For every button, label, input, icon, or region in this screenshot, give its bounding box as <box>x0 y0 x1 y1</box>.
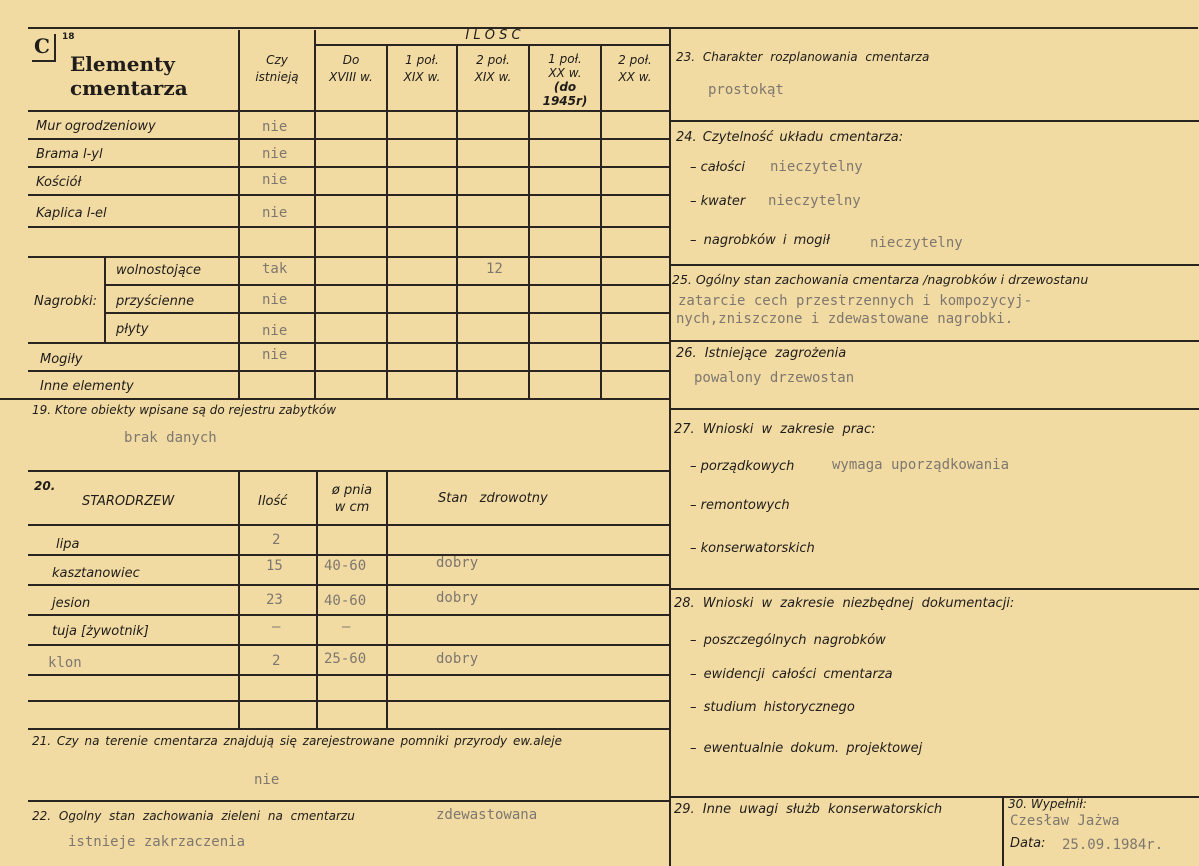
rule <box>28 166 670 168</box>
tree-dia: – <box>342 619 351 635</box>
tree-dia: 40-60 <box>324 593 367 609</box>
tree-name: tuja [żywotnik] <box>52 624 149 639</box>
q26-label: 26. Istniejące zagrożenia <box>676 346 847 361</box>
q24-label: 24. Czytelność układu cmentarza: <box>676 130 904 145</box>
q19-label: 19. Ktore obiekty wpisane są do rejestru zabytków <box>32 403 337 417</box>
q25-label: 25. Ogólny stan zachowania cmentarza /nagrobków i drzewostanu <box>672 272 1089 287</box>
q27-item-label: – remontowych <box>690 498 790 513</box>
rule <box>1002 796 1004 866</box>
tree-state: dobry <box>436 555 479 571</box>
rule <box>28 110 670 112</box>
q30-name: Czesław Jażwa <box>1010 813 1120 829</box>
q24-item-value: nieczytelny <box>768 193 861 209</box>
rule <box>28 674 670 676</box>
q20-number: 20. <box>34 479 56 493</box>
q28-label: 28. Wnioski w zakresie niezbędnej dokumentacji: <box>674 596 1015 611</box>
q25-value-line2: nych,zniszczone i zdewastowane nagrobki. <box>676 311 1014 327</box>
col-exists-header: Czy istnieją <box>255 53 299 84</box>
section-title-line2: cmentarza <box>70 76 188 100</box>
rule <box>28 700 670 702</box>
tree-state: dobry <box>436 590 479 606</box>
nagrobki-label: Nagrobki: <box>34 294 98 309</box>
tree-qty: 2 <box>272 532 281 548</box>
row-label-mur: Mur ogrodzeniowy <box>36 119 156 134</box>
row-label-brama: Brama l-yl <box>36 147 103 162</box>
inne-label: Inne elementy <box>40 379 134 394</box>
q24-item-label: – całości <box>690 160 745 175</box>
q27-label: 27. Wnioski w zakresie prac: <box>674 422 876 437</box>
nagrobki-row-label: wolnostojące <box>116 263 201 278</box>
nagrobki-row-count: 12 <box>486 261 503 277</box>
q20-header-name: STARODRZEW <box>82 494 175 509</box>
nagrobki-row-exists: nie <box>262 323 288 339</box>
q24-item-label: – kwater <box>690 194 746 209</box>
rule <box>28 800 670 802</box>
rule <box>238 470 240 728</box>
q22-value1: zdewastowana <box>436 807 538 823</box>
rule <box>386 44 388 398</box>
period-header-2: 1 poł. XIX w. <box>403 53 441 84</box>
row-label-kaplica: Kaplica l-el <box>36 206 107 221</box>
rule <box>28 728 670 730</box>
period-header-5: 2 poł. XX w. <box>618 53 652 84</box>
q24-item-label: – nagrobków i mogił <box>690 233 830 248</box>
tree-dia: 40-60 <box>324 558 367 574</box>
q24-item-value: nieczytelny <box>870 235 963 251</box>
center-divider <box>669 27 671 866</box>
rule <box>28 370 670 372</box>
q27-item-label: – konserwatorskich <box>690 541 815 556</box>
q25-value-line1: zatarcie cech przestrzennych i kompozycyj- <box>678 293 1033 309</box>
rule <box>28 554 670 556</box>
rule <box>104 256 106 342</box>
tree-name-typed: klon <box>48 655 82 671</box>
tree-qty: 23 <box>266 592 283 608</box>
rule <box>28 226 670 228</box>
q27-item-label: – porządkowych <box>690 459 795 474</box>
rule <box>314 44 670 46</box>
q30-date-label: Data: <box>1010 836 1046 851</box>
tree-dia: 25-60 <box>324 651 367 667</box>
q30-date: 25.09.1984r. <box>1062 837 1164 853</box>
rule <box>600 44 602 398</box>
tree-state: dobry <box>436 651 479 667</box>
q20-header-dia: ø pnia w cm <box>331 483 373 515</box>
rule <box>670 120 1199 122</box>
nagrobki-row-exists: nie <box>262 292 288 308</box>
q22-label: 22. Ogolny stan zachowania zieleni na cmentarzu <box>32 809 355 823</box>
tree-qty: 2 <box>272 653 281 669</box>
q26-value: powalony drzewostan <box>694 370 855 386</box>
rule <box>28 342 670 344</box>
q28-item: – studium historycznego <box>690 700 855 715</box>
tree-qty: – <box>272 619 281 635</box>
q20-header-qty: Ilość <box>258 494 288 509</box>
mogily-exists: nie <box>262 347 288 363</box>
q30-label: 30. Wypełnił: <box>1008 797 1087 811</box>
nagrobki-row-label: płyty <box>116 322 149 337</box>
q22-value2: istnieje zakrzaczenia <box>68 834 246 850</box>
rule <box>670 408 1199 410</box>
q27-item-value: wymaga uporządkowania <box>832 457 1010 473</box>
q28-item: – ewentualnie dokum. projektowej <box>690 741 923 756</box>
rule <box>386 470 388 728</box>
q24-item-value: nieczytelny <box>770 159 863 175</box>
rule <box>28 614 670 616</box>
mogily-label: Mogiły <box>40 352 83 367</box>
rule <box>456 44 458 398</box>
section-title-line1: Elementy <box>70 52 175 76</box>
q23-label: 23. Charakter rozplanowania cmentarza <box>676 50 930 64</box>
card-letter: C <box>34 34 50 58</box>
q29-label: 29. Inne uwagi służb konserwatorskich <box>674 802 943 817</box>
ilosc-header: I L O S C <box>465 28 521 43</box>
row-exists-kaplica: nie <box>262 205 288 221</box>
rule <box>670 264 1199 266</box>
rule <box>28 138 670 140</box>
tree-qty: 15 <box>266 558 283 574</box>
q28-item: – poszczególnych nagrobków <box>690 633 886 648</box>
tree-name: jesion <box>52 596 91 611</box>
q21-value: nie <box>254 772 280 788</box>
period-header-1: Do XVIII w. <box>329 53 373 84</box>
rule <box>28 584 670 586</box>
nagrobki-row-label: przyścienne <box>116 294 195 309</box>
q28-item: – ewidencji całości cmentarza <box>690 667 893 682</box>
q20-header-state: Stan zdrowotny <box>438 491 548 506</box>
rule <box>28 644 670 646</box>
rule <box>28 470 670 472</box>
q19-value: brak danych <box>124 430 217 446</box>
rule <box>28 524 670 526</box>
rule <box>670 340 1199 342</box>
tree-name: lipa <box>56 537 80 552</box>
period-header-3: 2 poł. XIX w. <box>474 53 512 84</box>
q23-value: prostokąt <box>708 82 784 98</box>
rule <box>670 588 1199 590</box>
rule <box>0 398 670 400</box>
row-label-kosciol: Kościół <box>36 175 82 190</box>
q21-label: 21. Czy na terenie cmentarza znajdują się zarejestrowane pomniki przyrody ew.aleje <box>32 734 563 748</box>
rule <box>28 194 670 196</box>
tree-name: kasztanowiec <box>52 566 140 581</box>
row-exists-brama: nie <box>262 146 288 162</box>
rule <box>28 256 670 258</box>
row-exists-mur: nie <box>262 119 288 135</box>
row-exists-kosciol: nie <box>262 172 288 188</box>
card-number: 18 <box>62 32 75 42</box>
rule <box>670 796 1199 798</box>
nagrobki-row-exists: tak <box>262 261 288 277</box>
period-header-4: 1 poł. XX w. (do 1945r) <box>542 52 588 108</box>
